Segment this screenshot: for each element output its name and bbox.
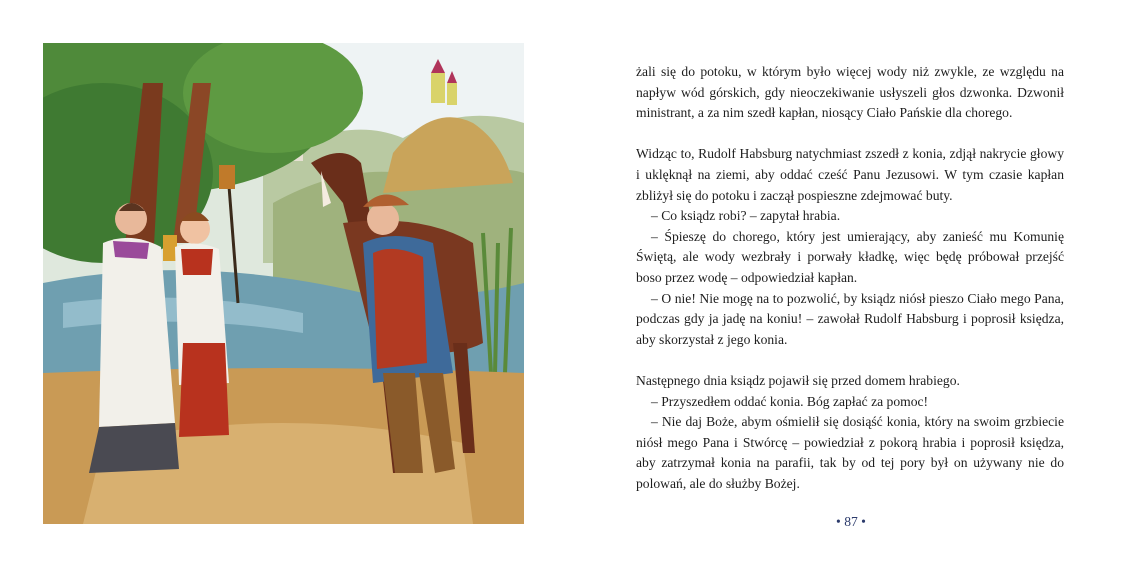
dialogue-line: – Przyszedłem oddać konia. Bóg zapłać za pomoc! bbox=[651, 393, 929, 409]
story-illustration bbox=[43, 43, 524, 524]
illustration-icon bbox=[43, 43, 524, 524]
dialogue-line: – O nie! Nie mogę na to pozwolić, by ksiądz niósł pieszo Ciało mego Pana, podczas gdy ja jadę na koniu! – zawołał Rudolf Habsburg i poprosił księdza, aby skorzystał z jego konia. bbox=[636, 290, 1064, 347]
dialogue-line: – Nie daj Boże, abym ośmielił się dosiąść konia, który na swoim grzbiecie niósł mego Pana i Stwórcę – powiedział z pokorą hrabia i poprosił księdza, aby zatrzymał konia na parafii, tak by od tej pory był on używany nie do polowań, ale do służby Bożej. bbox=[636, 414, 1064, 491]
dialogue-line: – Śpieszę do chorego, który jest umierający, aby zanieść mu Komunię Świętą, ale wody wezbrały i porwały kładkę, więc będę próbował przejść boso przez wodę – odpowiedział kapłan. bbox=[636, 228, 1064, 285]
paragraph: Widząc to, Rudolf Habsburg natychmiast zszedł z konia, zdjął nakrycie głowy i uklęknął na ziemi, aby oddać cześć Panu Jezusowi. W tym czasie kapłan zbliżył się do potoku i zaczął pospieszne zdejmować buty. bbox=[636, 146, 1064, 203]
dialogue-line: – Co ksiądz robi? – zapytał hrabia. bbox=[651, 208, 841, 224]
story-text bbox=[636, 62, 1064, 494]
paragraph: żali się do potoku, w którym było więcej wody niż zwykle, ze względu na napływ wód górskich, gdy nieoczekiwanie usłyszeli głos dzwonka. Dzwonił ministrant, a za nim szedł kapłan, niosący Ciało Pańskie dla chorego. bbox=[636, 64, 1064, 121]
page-number: • 87 • bbox=[836, 514, 866, 529]
paragraph: Następnego dnia ksiądz pojawił się przed domem hrabiego. bbox=[636, 372, 960, 388]
